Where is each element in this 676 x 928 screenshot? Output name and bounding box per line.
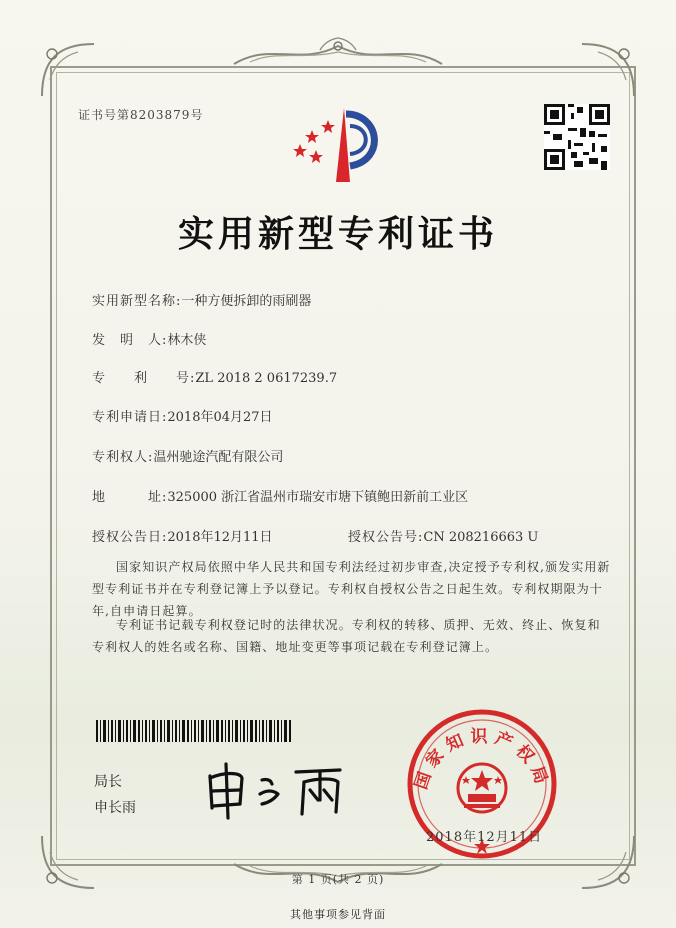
field-grant-publication-number: [348, 526, 538, 545]
director-name: 申长雨: [94, 800, 136, 816]
corner-ornament-top-left: [38, 40, 98, 100]
page-number: 第 1 页(共 2 页): [291, 873, 385, 886]
grant-statement-paragraph: 国家知识产权局依照中华人民共和国专利法经过初步审查,决定授予专利权,颁发实用新型专利证书并在专利登记簿上予以登记。专利权自授权公告之日起生效。专利权期限为十年,自申请日起算。: [92, 560, 611, 618]
field-address: [92, 486, 468, 505]
field-grant-date: [92, 526, 273, 545]
top-ornament: [230, 36, 446, 70]
seal-date: 2018年12月11日: [426, 830, 543, 845]
director-signature: [200, 760, 350, 820]
field-value: 325000 浙江省温州市瑞安市塘下镇鲍田新前工业区: [167, 490, 469, 505]
certificate-number: 证书号第8203879号: [78, 108, 204, 122]
field-value: CN 208216663 U: [423, 530, 539, 545]
legal-status-paragraph: 专利证书记载专利权登记时的法律状况。专利权的转移、质押、无效、终止、恢复和专利权人的姓名或名称、国籍、地址变更等事项记载在专利登记簿上。: [92, 618, 601, 654]
field-value: 林木侠: [167, 333, 207, 348]
corner-ornament-top-right: [578, 40, 638, 100]
field-value: 温州驰途汽配有限公司: [153, 450, 284, 465]
field-label: 专 利 号:: [92, 371, 196, 386]
field-inventor: [92, 329, 206, 348]
field-patent-number: [92, 367, 337, 386]
seal-text: 国家知识产权局: [411, 727, 553, 793]
director-title: 局长: [94, 774, 122, 790]
field-value: 一种方便拆卸的雨刷器: [181, 294, 312, 309]
field-utility-model-name: [92, 290, 311, 309]
barcode-icon: [96, 720, 292, 742]
field-patentee: [92, 446, 283, 465]
cnipa-logo-icon: [292, 104, 388, 186]
field-label: 发 明 人:: [92, 333, 168, 348]
field-value: ZL 2018 2 0617239.7: [195, 371, 338, 386]
qr-code-icon: [544, 104, 610, 170]
field-label: 实用新型名称:: [92, 294, 182, 309]
field-filing-date: [92, 406, 273, 425]
field-label: 授权公告日:: [92, 530, 168, 545]
field-label: 专利申请日:: [92, 410, 168, 425]
footer-note: 其他事项参见背面: [290, 908, 386, 921]
field-label: 授权公告号:: [348, 530, 424, 545]
field-value: 2018年04月27日: [167, 410, 273, 425]
field-label: 专利权人:: [92, 450, 154, 465]
field-value: 2018年12月11日: [167, 530, 273, 545]
certificate-title: 实用新型专利证书: [177, 214, 498, 255]
field-label: 地 址:: [92, 490, 168, 505]
